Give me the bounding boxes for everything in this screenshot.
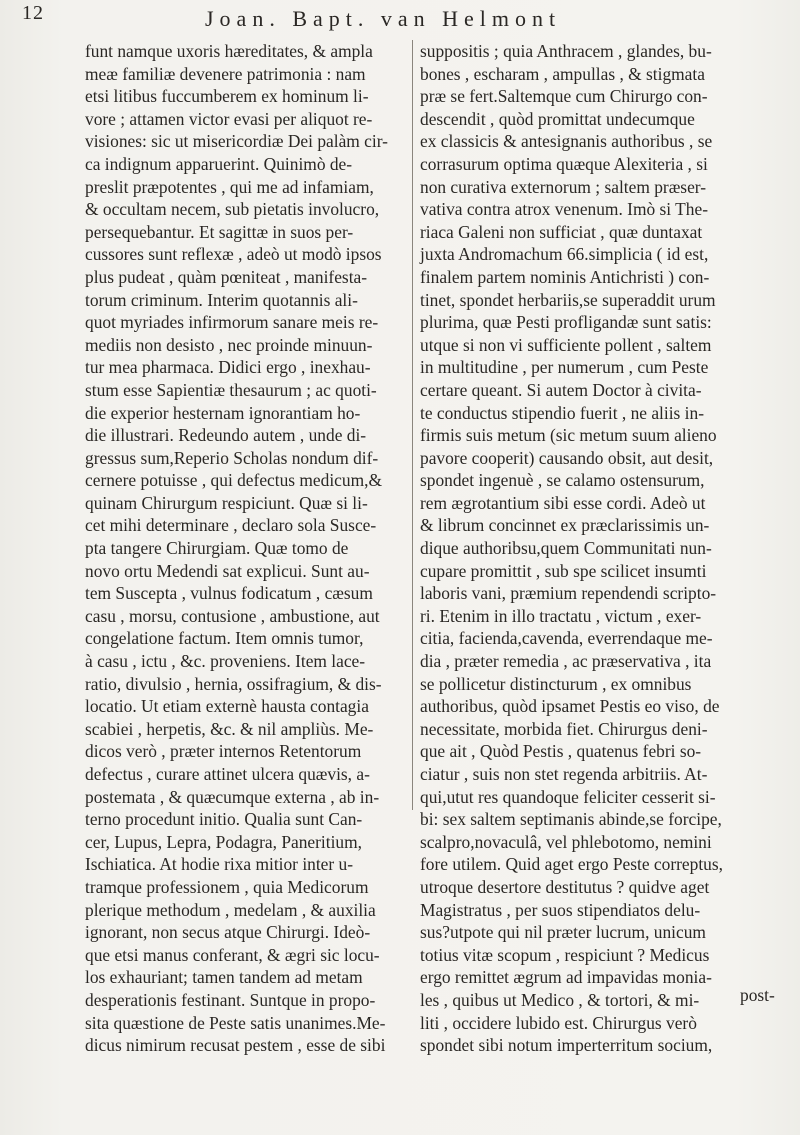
text-line: postemata , & quæcumque externa , ab in- xyxy=(85,786,380,807)
text-line: etsi litibus fuccumberem ex hominum li- xyxy=(85,86,369,107)
text-line: sus?utpote qui nil præter lucrum, unicum xyxy=(420,922,706,943)
text-line: quinam Chirurgum respiciunt. Quæ si li- xyxy=(85,492,368,513)
text-line: suppositis ; quia Anthracem , glandes, bu- xyxy=(420,41,712,61)
text-line: funt namque uxoris hæreditates, & ampla xyxy=(85,41,373,61)
text-line: firmis suis metum (sic metum suum alieno xyxy=(420,425,717,446)
text-line: dicus nimirum recusat pestem , esse de sibi xyxy=(85,1035,386,1056)
text-line: scabiei , herpetis, &c. & nil ampliùs. Me- xyxy=(85,718,374,739)
text-line: ca indignum apparuerint. Quinimò de- xyxy=(85,153,353,174)
text-line: non curativa externorum ; saltem præser- xyxy=(420,176,707,197)
text-line: congelatione factum. Item omnis tumor, xyxy=(85,628,364,649)
text-line: & occultam necem, sub pietatis involucro, xyxy=(85,199,380,220)
text-line: plerique methodum , medelam , & auxilia xyxy=(85,899,376,920)
text-line: casu , morsu, contusione , ambustione, aut xyxy=(85,605,380,626)
text-line: ignorant, non secus atque Chirurgi. Ideò- xyxy=(85,922,371,943)
text-line: spondet ingenuè , se calamo ostensurum, xyxy=(420,470,705,491)
text-line: Magistratus , per suos stipendiatos delu- xyxy=(420,899,701,920)
text-line: finalem partem nominis Antichristi ) con- xyxy=(420,266,710,287)
text-line: defectus , curare attinet ulcera quævis, a- xyxy=(85,764,370,784)
text-line: visiones: sic ut misericordiæ Dei palàm cir- xyxy=(85,131,388,152)
text-line: torum criminum. Interim quotannis ali- xyxy=(85,289,358,310)
text-line: cet mihi determinare , declaro sola Susce- xyxy=(85,515,377,536)
text-line: vore ; attamen victor evasi per aliquot re- xyxy=(85,108,373,129)
column-divider xyxy=(412,40,413,810)
text-line: die experior hesternam ignorantiam ho- xyxy=(85,402,361,423)
text-line: præ se fert.Saltemque cum Chirurgo con- xyxy=(420,86,708,107)
text-line: quot myriades infirmorum sanare meis re- xyxy=(85,312,379,333)
text-line: se pollicetur distincturum , ex omnibus xyxy=(420,673,692,694)
text-line: les , quibus ut Medico , & tortori, & mi- xyxy=(420,989,700,1010)
text-line: à casu , ictu , &c. proveniens. Item lace- xyxy=(85,651,366,672)
text-line: locatio. Ut etiam externè hausta contagia xyxy=(85,696,369,717)
text-line: tramque professionem , quia Medicorum xyxy=(85,876,369,897)
text-line: tem Suscepta , vulnus fodicatum , cæsum xyxy=(85,583,373,604)
text-line: cernere potuisse , qui defectus medicum,& xyxy=(85,470,382,491)
text-line: dia , præter remedia , ac præservativa , ita xyxy=(420,651,712,672)
right-text-column xyxy=(420,40,792,1057)
text-line: authoribus, quòd ipsamet Pestis eo viso, de xyxy=(420,696,720,717)
text-line: & librum concinnet ex præclarissimis un- xyxy=(420,515,710,536)
text-line: vativa contra atrox venenum. Imò si The- xyxy=(420,199,708,220)
text-line: pavore cooperit) causando obsit, aut desit, xyxy=(420,447,714,468)
running-head: Joan. Bapt. van Helmont xyxy=(205,6,562,31)
text-line: totius vitæ scopum , respiciunt ? Medicus xyxy=(420,944,710,965)
text-line: desperationis festinant. Suntque in propo- xyxy=(85,989,376,1010)
text-line: riaca Galeni non sufficiat , quæ duntaxat xyxy=(420,221,703,242)
text-line: laboris vani, præmium rependendi scripto- xyxy=(420,583,717,604)
text-line: ex classicis & antesignanis authoribus , se xyxy=(420,131,713,152)
text-line: te conductus stipendio fuerit , ne aliis in- xyxy=(420,402,704,423)
text-line: plurima, quæ Pesti profligandæ sunt satis: xyxy=(420,312,712,333)
catchword: post- xyxy=(740,985,775,1005)
text-line: que ait , Quòd Pestis , quatenus febri so- xyxy=(420,741,702,762)
text-line: in multitudine , per numerum , cum Peste xyxy=(420,357,709,378)
text-line: cupare promittit , sub spe scilicet insumti xyxy=(420,560,707,581)
text-line: ciatur , suis non stet regenda arbitriis. At- xyxy=(420,764,708,784)
text-line: bi: sex saltem septimanis abinde,se forcipe, xyxy=(420,809,722,830)
text-line: corrasurum optima quæque Alexiteria , si xyxy=(420,153,708,174)
text-line: gressus sum,Reperio Scholas nondum dif- xyxy=(85,447,379,468)
text-line: juxta Andromachum 66.simplicia ( id est, xyxy=(420,244,709,265)
text-line: dicos verò , præter internos Retentorum xyxy=(85,741,362,762)
text-line: cussores sunt reflexæ , adeò ut modò ipsos xyxy=(85,244,382,265)
text-line: novo ortu Medendi sat explicui. Sunt au- xyxy=(85,560,370,581)
text-line: stum esse Sapientiæ thesaurum ; ac quoti- xyxy=(85,379,377,400)
text-line: cer, Lupus, Lepra, Podagra, Paneritium, xyxy=(85,831,362,852)
text-line: que etsi manus conferant, & ægri sic locu- xyxy=(85,944,380,965)
text-line: descendit , quòd promittat undecumque xyxy=(420,108,695,129)
text-line: fore utilem. Quid aget ergo Peste correptus, xyxy=(420,854,723,875)
text-line: ri. Etenim in illo tractatu , victum , exer- xyxy=(420,605,702,626)
text-line: terno procedunt initio. Qualia sunt Can- xyxy=(85,809,363,830)
text-line: citia, facienda,cavenda, everrendaque me- xyxy=(420,628,713,649)
text-line: utque si non vi sufficiente pollent , saltem xyxy=(420,334,712,355)
text-line: qui,utut res quandoque feliciter cesserit si- xyxy=(420,786,716,807)
text-line: spondet sibi notum imperterritum socium, xyxy=(420,1035,713,1056)
text-line: necessitate, morbida fiet. Chirurgus deni- xyxy=(420,718,708,739)
text-line: sita quæstione de Peste satis unanimes.Me- xyxy=(85,1012,386,1033)
text-line: rem ægrotantium sibi esse cordi. Adeò ut xyxy=(420,492,706,513)
text-line: los exhauriant; tamen tandem ad metam xyxy=(85,967,363,988)
page-number: 12 xyxy=(22,2,44,24)
text-line: utroque desertore destitutus ? quidve aget xyxy=(420,876,710,897)
text-line: dique authoribsu,quem Communitati nun- xyxy=(420,538,712,559)
text-line: meæ familiæ devenere patrimonia : nam xyxy=(85,63,366,84)
left-text-column xyxy=(85,40,405,1057)
text-line: plus pudeat , quàm pœniteat , manifesta- xyxy=(85,266,368,287)
text-line: preslit præpotentes , qui me ad infamiam, xyxy=(85,176,374,197)
text-line: ratio, divulsio , hernia, ossifragium, & dis- xyxy=(85,673,382,694)
text-line: bones , escharam , ampullas , & stigmata xyxy=(420,63,705,84)
text-line: Ischiatica. At hodie rixa mitior inter u- xyxy=(85,854,354,875)
text-line: pta tangere Chirurgiam. Quæ tomo de xyxy=(85,538,349,559)
text-line: tinet, spondet herbariis,se superaddit urum xyxy=(420,289,716,310)
text-line: die illustrari. Redeundo autem , unde di- xyxy=(85,425,367,446)
text-line: certare queant. Si autem Doctor à civita- xyxy=(420,379,702,400)
text-line: ergo remittet ægrum ad impavidas monia- xyxy=(420,967,712,988)
text-line: mediis non desisto , nec proinde minuun- xyxy=(85,334,373,355)
text-line: scalpro,novaculâ, vel phlebotomo, nemini xyxy=(420,831,712,852)
text-line: tur mea pharmaca. Didici ergo , inexhau- xyxy=(85,357,371,378)
text-line: persequebantur. Et sagittæ in suos per- xyxy=(85,221,354,242)
text-line: liti , occidere lubido est. Chirurgus verò xyxy=(420,1012,697,1033)
